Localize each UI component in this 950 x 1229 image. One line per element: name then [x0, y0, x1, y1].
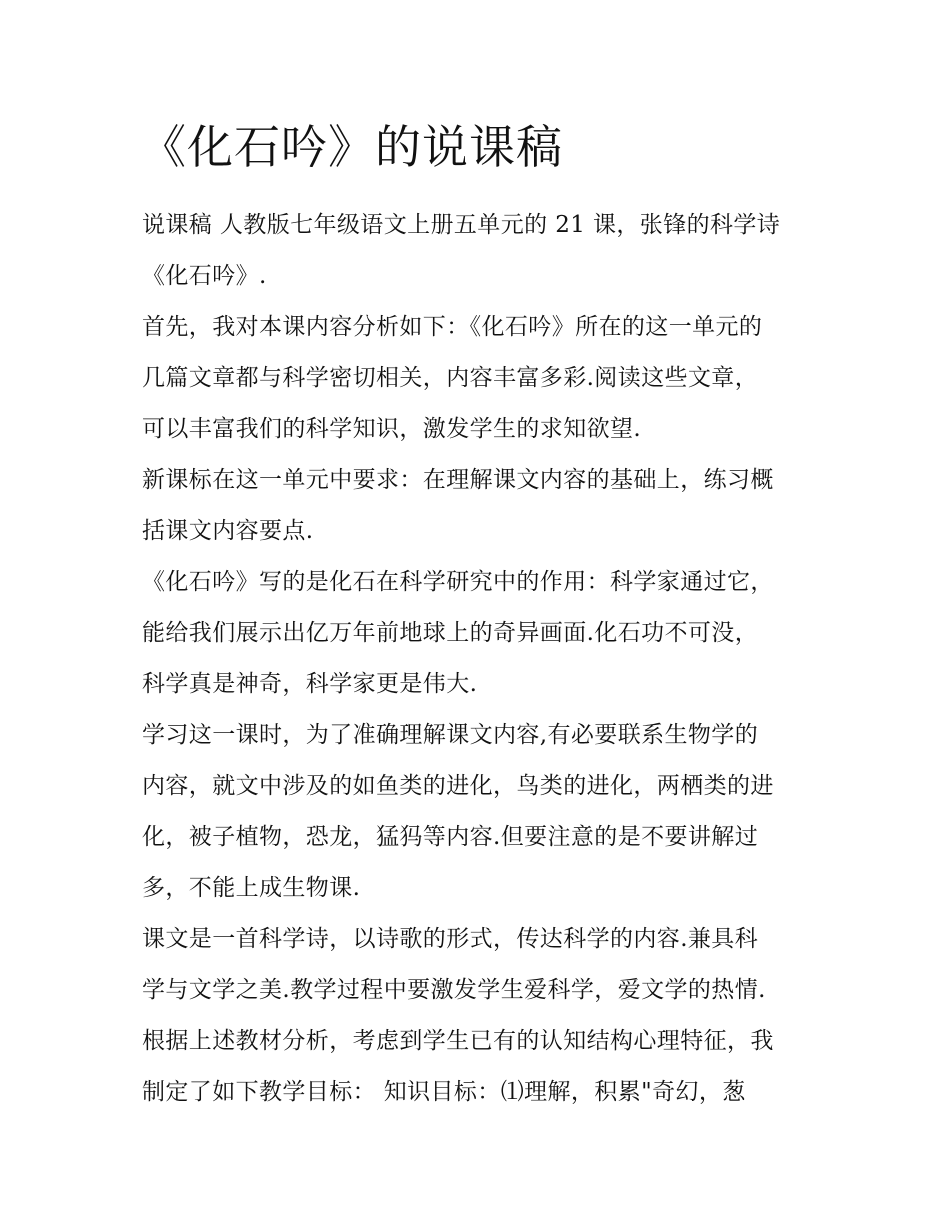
text-line: 括课文内容要点.	[142, 518, 314, 544]
text-line: 可以丰富我们的科学知识，激发学生的求知欲望.	[142, 416, 642, 442]
text-line: 科学真是神奇，科学家更是伟大.	[142, 671, 478, 697]
text-line: 首先，我对本课内容分析如下：《化石吟》所在的这一单元的	[142, 314, 763, 340]
text-line: 课文是一首科学诗，以诗歌的形式，传达科学的内容.兼具科	[142, 926, 759, 952]
document-title: 《化石吟》的说课稿	[140, 120, 563, 174]
text-line: 根据上述教材分析，考虑到学生已有的认知结构心理特征，我	[142, 1028, 774, 1054]
text-line: 化，被子植物，恐龙，猛犸等内容.但要注意的是不要讲解过	[142, 824, 759, 850]
text-line: 内容，就文中涉及的如鱼类的进化，鸟类的进化，两栖类的进	[142, 773, 774, 799]
text-line: 多，不能上成生物课.	[142, 875, 361, 901]
text-line: 制定了如下教学目标： 知识目标：⑴理解，积累"奇幻，葱	[142, 1079, 746, 1105]
text-line: 《化石吟》写的是化石在科学研究中的作用：科学家通过它，	[142, 569, 774, 595]
text-line: 能给我们展示出亿万年前地球上的奇异画面.化石功不可没，	[142, 620, 759, 646]
text-line: 《化石吟》.	[142, 263, 267, 289]
text-line: 说课稿 人教版七年级语文上册五单元的 21 课，张锋的科学诗	[142, 212, 781, 238]
text-line: 学与文学之美.教学过程中要激发学生爱科学，爱文学的热情.	[142, 977, 766, 1003]
document-body	[142, 200, 814, 1118]
text-line: 新课标在这一单元中要求：在理解课文内容的基础上，练习概	[142, 467, 774, 493]
text-line: 学习这一课时，为了准确理解课文内容,有必要联系生物学的	[142, 722, 759, 748]
text-line: 几篇文章都与科学密切相关，内容丰富多彩.阅读这些文章，	[142, 365, 759, 391]
